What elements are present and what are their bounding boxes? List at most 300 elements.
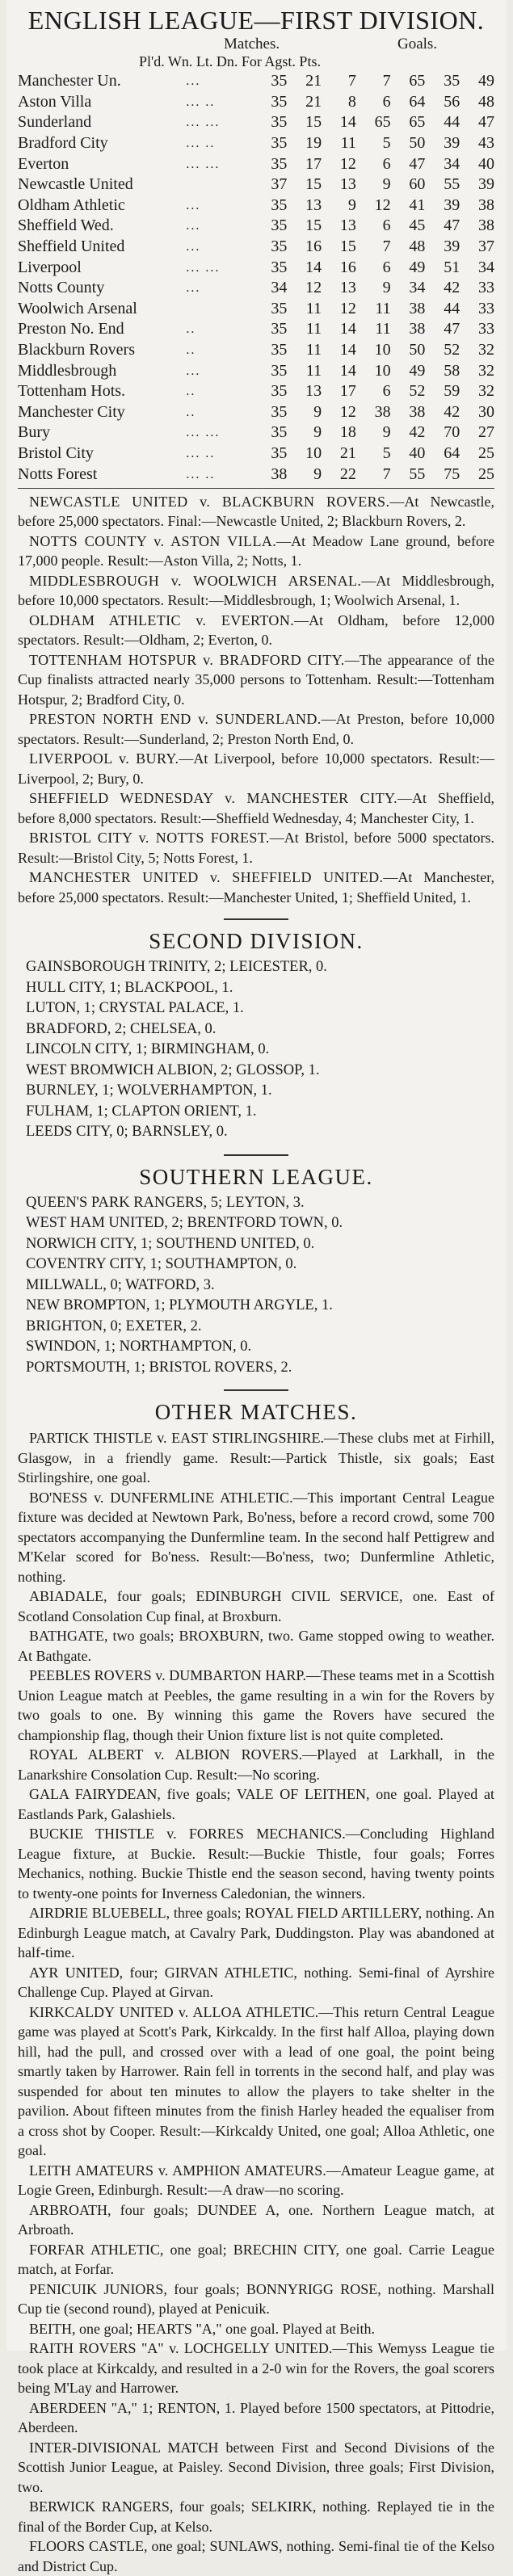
points: 32 xyxy=(478,341,494,359)
leader-dots: .. xyxy=(186,405,196,419)
match-report xyxy=(18,749,494,788)
goals-for: 38 xyxy=(409,320,426,338)
match-report xyxy=(18,2536,494,2576)
match-report-body: —This Wemyss League tie took place at Kirkcaldy, and resulted in a 2-0 win for the Rovers, the goal scorers being M'Lay and Harrower. xyxy=(18,2340,495,2397)
goals-against: 70 xyxy=(444,423,460,442)
match-report-head: MIDDLESBROUGH v. WOOLWICH ARSENAL. xyxy=(29,572,362,589)
won: 12 xyxy=(305,279,322,297)
match-report xyxy=(18,2240,494,2280)
goals-against: 64 xyxy=(444,443,460,462)
club-name: Liverpool xyxy=(18,258,82,276)
goals-for: 64 xyxy=(409,92,426,111)
match-report-body: Carrie League match, at Forfar. xyxy=(18,2241,495,2278)
match-report xyxy=(18,2497,494,2536)
match-report-body: —Played at Larkhall, in the Lanarkshire Consolation Cup. Result:—No scoring. xyxy=(18,1746,494,1783)
won: 13 xyxy=(305,195,322,214)
result-line: WEST BROMWICH ALBION, 2; GLOSSOP, 1. xyxy=(26,1061,320,1078)
played: 35 xyxy=(271,402,288,421)
match-report xyxy=(18,1784,494,1824)
match-report xyxy=(18,2398,494,2438)
won: 21 xyxy=(305,92,322,111)
club-name: Notts Forest xyxy=(18,464,98,483)
match-report xyxy=(18,868,494,907)
lost: 9 xyxy=(347,195,356,214)
match-report-head: NEWCASTLE UNITED v. BLACKBURN ROVERS. xyxy=(29,493,390,510)
goals-for: 60 xyxy=(409,175,426,194)
match-report xyxy=(18,611,494,650)
points: 39 xyxy=(478,175,494,194)
result-line: GAINSBOROUGH TRINITY, 2; LEICESTER, 0. xyxy=(26,959,327,976)
goals-against: 56 xyxy=(444,92,460,111)
club-name: Preston No. End xyxy=(18,320,124,338)
points: 25 xyxy=(478,464,494,483)
points: 40 xyxy=(478,154,494,173)
played: 35 xyxy=(271,154,288,173)
lost: 18 xyxy=(339,423,356,442)
goals-for: 42 xyxy=(409,423,426,442)
match-report-head: PEEBLES ROVERS v. DUMBARTON HARP. xyxy=(29,1667,306,1684)
table-row xyxy=(18,278,494,299)
table-row xyxy=(18,174,494,195)
match-report-head: ROYAL ALBERT v. ALBION ROVERS. xyxy=(29,1746,303,1763)
won: 11 xyxy=(305,341,322,359)
leader-dots: ... .. xyxy=(186,446,216,460)
leader-dots: ... ... xyxy=(186,426,221,440)
result-line: BRIGHTON, 0; EXETER, 2. xyxy=(26,1317,202,1334)
match-report-body: Semi-final tie of the Kelso and District Cup. xyxy=(18,2538,494,2574)
points: 37 xyxy=(478,237,494,256)
goals-for: 45 xyxy=(409,216,426,235)
match-report-body: —This return Central League game was played at Scott's Park, Kirkcaldy. In the first half Alloa, playing down hill, had the pull, and crossed over with a lead of one goal, the point being smartly taken by Harrower. Rain fell in torrents in the second half, and play was suspended for about ten minutes to allow the players to take shelter in the pavilion. About fifteen minutes from the finish Harley headed the equaliser from a cross shot by Cooper. Result:—Kirkcaldy United, one goal; Alloa Athletic, one goal. xyxy=(18,2003,494,2159)
result-line: NORWICH CITY, 1; SOUTHEND UNITED, 0. xyxy=(26,1235,315,1252)
played: 35 xyxy=(271,299,288,317)
points: 30 xyxy=(478,402,494,421)
played: 37 xyxy=(271,175,288,194)
match-report-body: between First and Second Divisions of the Scottish Junior League, at Paisley. Second Division, three goals; First Division, two. xyxy=(18,2439,494,2495)
result-line: PORTSMOUTH, 1; BRISTOL ROVERS, 2. xyxy=(26,1359,292,1376)
lost: 17 xyxy=(339,382,356,401)
southern-league-heading: SOUTHERN LEAGUE. xyxy=(139,1164,373,1189)
result-line: BURNLEY, 1; WOLVERHAMPTON, 1. xyxy=(26,1082,272,1099)
club-name: Newcastle United xyxy=(18,175,133,194)
rule xyxy=(18,488,494,489)
goals-against: 39 xyxy=(444,195,460,214)
match-report-head: ABERDEEN "A," 1; RENTON, 1. xyxy=(29,2399,236,2416)
result-line: BRADFORD, 2; CHELSEA, 0. xyxy=(26,1020,217,1037)
leader-dots: .. xyxy=(186,343,196,358)
newspaper-page xyxy=(6,0,507,2574)
club-name: Bradford City xyxy=(18,134,108,153)
club-name: Tottenham Hots. xyxy=(18,382,126,401)
section-divider xyxy=(224,1389,288,1391)
goals-for: 55 xyxy=(409,464,426,483)
won: 11 xyxy=(305,361,322,380)
table-row xyxy=(18,92,494,113)
played: 35 xyxy=(271,382,288,401)
lost: 12 xyxy=(339,154,356,173)
match-report-body: East of Scotland Consolation Cup final, at Broxburn. xyxy=(18,1588,495,1624)
match-report xyxy=(18,571,494,611)
played: 35 xyxy=(271,92,288,111)
match-report-head: OLDHAM ATHLETIC v. EVERTON. xyxy=(29,611,295,628)
lost: 15 xyxy=(339,237,356,256)
match-report-head: BO'NESS v. DUNFERMLINE ATHLETIC. xyxy=(29,1489,293,1506)
goals-for: 38 xyxy=(409,299,426,317)
leader-dots: ... xyxy=(186,363,201,378)
won: 10 xyxy=(305,443,322,462)
match-report-head: NOTTS COUNTY v. ASTON VILLA. xyxy=(29,532,277,549)
match-report-body: —At Middlesbrough, before 10,000 spectators. Result:—Middlesbrough, 1; Woolwich Arsenal, 1. xyxy=(18,572,494,609)
goals-against: 58 xyxy=(444,361,460,380)
match-report-head: BATHGATE, two goals; BROXBURN, two. xyxy=(29,1628,294,1645)
section-divider xyxy=(224,1154,288,1156)
match-report xyxy=(18,2161,494,2200)
drawn: 6 xyxy=(382,382,391,401)
second-division-heading: SECOND DIVISION. xyxy=(149,929,364,954)
other-matches-reports xyxy=(18,1428,494,2576)
table-masthead xyxy=(18,36,494,52)
goals-for: 49 xyxy=(409,361,426,380)
drawn: 9 xyxy=(382,279,391,297)
drawn: 9 xyxy=(382,175,391,194)
match-report-body: —At Manchester, before 25,000 spectators. Result:—Manchester United, 1; Sheffield United, 1. xyxy=(18,869,494,906)
match-report-head: FLOORS CASTLE, one goal; SUNLAWS, nothing. xyxy=(29,2538,335,2555)
match-report-body: —At Oldham, before 12,000 spectators. Result:—Oldham, 2; Everton, 0. xyxy=(18,611,494,649)
table-row xyxy=(18,422,494,443)
won: 13 xyxy=(305,382,322,401)
won: 17 xyxy=(305,154,322,173)
match-report-head: BERWICK RANGERS, four goals; SELKIRK, nothing. xyxy=(29,2498,371,2515)
other-matches-heading: OTHER MATCHES. xyxy=(154,1400,358,1425)
table-row xyxy=(18,71,494,92)
drawn: 7 xyxy=(382,72,391,90)
goals-against: 42 xyxy=(444,279,460,297)
result-line: MILLWALL, 0; WATFORD, 3. xyxy=(26,1276,215,1293)
drawn: 7 xyxy=(382,464,391,483)
match-report-head: ABIADALE, four goals; EDINBURGH CIVIL SERVICE, one. xyxy=(29,1588,438,1605)
goals-against: 42 xyxy=(444,402,460,421)
goals-against: 47 xyxy=(444,216,460,235)
table-row xyxy=(18,257,494,278)
goals-for: 50 xyxy=(409,134,426,153)
club-name: Blackburn Rovers xyxy=(18,341,135,359)
played: 35 xyxy=(271,320,288,338)
played: 35 xyxy=(271,72,288,90)
table-row xyxy=(18,153,494,174)
second-division-results xyxy=(18,957,494,1143)
matches-label: Matches. xyxy=(224,36,280,53)
goals-for: 50 xyxy=(409,341,426,359)
match-report-body: Semi-final of Ayrshire Challenge Cup. Played at Girvan. xyxy=(18,1964,494,2001)
club-name: Middlesbrough xyxy=(18,361,117,380)
played: 35 xyxy=(271,134,288,153)
leader-dots: ... xyxy=(186,74,201,89)
table-row xyxy=(18,319,494,340)
club-name: Manchester City xyxy=(18,402,125,421)
match-report-body: Marshall Cup tie (second round), played at Penicuik. xyxy=(18,2280,494,2318)
lost: 22 xyxy=(339,464,356,483)
first-division-heading: ENGLISH LEAGUE—FIRST DIVISION. xyxy=(27,6,485,35)
club-name: Sheffield United xyxy=(18,237,125,256)
won: 11 xyxy=(305,320,322,338)
match-report xyxy=(18,709,494,749)
goals-for: 52 xyxy=(409,382,426,401)
played: 35 xyxy=(271,423,288,442)
played: 35 xyxy=(271,361,288,380)
match-report-body: An Edinburgh League match, at Cavalry Park, Duddingston. Play was abandoned at half-time. xyxy=(18,1905,494,1961)
drawn: 11 xyxy=(375,299,391,317)
leader-dots: ... xyxy=(186,281,201,296)
table-row xyxy=(18,402,494,423)
lost: 14 xyxy=(339,361,356,380)
match-report-body: —At Bristol, before 5000 spectators. Result:—Bristol City, 5; Notts Forest, 1. xyxy=(18,830,494,866)
result-line: LINCOLN CITY, 1; BIRMINGHAM, 0. xyxy=(26,1041,270,1058)
drawn: 65 xyxy=(374,113,391,132)
lost: 11 xyxy=(340,134,356,153)
section-divider xyxy=(224,918,288,920)
lost: 21 xyxy=(339,443,356,462)
first-division-reports xyxy=(18,492,494,908)
goals-for: 49 xyxy=(409,258,426,276)
match-report xyxy=(18,492,494,532)
club-name: Aston Villa xyxy=(18,92,92,111)
played: 35 xyxy=(271,195,288,214)
match-report xyxy=(18,1428,494,1488)
won: 9 xyxy=(313,402,322,421)
match-report xyxy=(18,2319,494,2339)
goals-against: 39 xyxy=(444,237,460,256)
club-name: Sheffield Wed. xyxy=(18,216,114,235)
played: 35 xyxy=(271,237,288,256)
won: 14 xyxy=(305,258,322,276)
goals-for: 47 xyxy=(409,154,426,173)
match-report xyxy=(18,2339,494,2398)
goals-for: 40 xyxy=(409,443,426,462)
match-report-body: —At Liverpool, before 10,000 spectators. Result:—Liverpool, 2; Bury, 0. xyxy=(18,750,494,787)
won: 15 xyxy=(305,216,322,235)
match-report-body: Played at Beith. xyxy=(279,2320,376,2337)
drawn: 6 xyxy=(382,154,391,173)
played: 35 xyxy=(271,113,288,132)
table-row xyxy=(18,237,494,258)
leader-dots: ... ... xyxy=(186,157,221,171)
goals-for: 41 xyxy=(409,195,426,214)
result-line: SWINDON, 1; NORTHAMPTON, 0. xyxy=(26,1338,252,1355)
goals-against: 75 xyxy=(444,464,460,483)
club-name: Sunderland xyxy=(18,113,92,132)
southern-league-results xyxy=(18,1193,494,1379)
match-report-body: Played at Eastlands Park, Galashiels. xyxy=(18,1786,494,1822)
match-report xyxy=(18,1745,494,1784)
goals-against: 47 xyxy=(444,320,460,338)
match-report-head: INTER-DIVISIONAL MATCH xyxy=(29,2439,219,2456)
played: 34 xyxy=(271,279,288,297)
points: 32 xyxy=(478,382,494,401)
leader-dots: ... .. xyxy=(186,137,216,151)
goals-for: 48 xyxy=(409,237,426,256)
match-report xyxy=(18,1824,494,1903)
result-line: QUEEN'S PARK RANGERS, 5; LEYTON, 3. xyxy=(26,1194,305,1211)
lost: 12 xyxy=(339,299,356,317)
match-report xyxy=(18,2200,494,2240)
match-report-head: BRISTOL CITY v. NOTTS FOREST. xyxy=(29,830,270,847)
goals-for: 38 xyxy=(409,402,426,421)
points: 43 xyxy=(478,134,494,153)
won: 21 xyxy=(305,72,322,90)
goals-against: 39 xyxy=(444,134,460,153)
points: 34 xyxy=(478,258,494,276)
goals-against: 55 xyxy=(444,175,460,194)
match-report xyxy=(18,2280,494,2319)
points: 38 xyxy=(478,216,494,235)
drawn: 6 xyxy=(382,216,391,235)
result-line: WEST HAM UNITED, 2; BRENTFORD TOWN, 0. xyxy=(26,1215,343,1232)
match-report-head: GALA FAIRYDEAN, five goals; VALE OF LEITHEN, one goal. xyxy=(29,1786,432,1803)
match-report-body: Northern League match, at Arbroath. xyxy=(18,2201,494,2238)
goals-against: 52 xyxy=(444,341,460,359)
match-report xyxy=(18,1666,494,1745)
match-report-body: —At Sheffield, before 8,000 spectators. Result:—Sheffield Wednesday, 4; Manchester City, 1. xyxy=(18,790,494,826)
leader-dots: ... ... xyxy=(186,116,221,130)
match-report-head: ARBROATH, four goals; DUNDEE A, one. xyxy=(29,2201,313,2218)
match-report-head: AIRDRIE BLUEBELL, three goals; ROYAL FIELD ARTILLERY, nothing. xyxy=(29,1905,474,1922)
table-row xyxy=(18,443,494,464)
drawn: 7 xyxy=(382,237,391,256)
match-report-head: PARTICK THISTLE v. EAST STIRLINGSHIRE. xyxy=(29,1430,324,1447)
table-row xyxy=(18,216,494,237)
won: 19 xyxy=(305,134,322,153)
goals-for: 65 xyxy=(409,72,426,90)
match-report-body: —Amateur League game, at Logie Green, Edinburgh. Result:—A draw—no scoring. xyxy=(18,2162,494,2199)
result-line: NEW BROMPTON, 1; PLYMOUTH ARGYLE, 1. xyxy=(26,1297,333,1314)
lost: 8 xyxy=(347,92,356,111)
match-report-body: —The appearance of the Cup finalists attracted nearly 35,000 persons to Tottenham. Result:—Tottenham Hotspur, 2; Bradford City, 0. xyxy=(18,651,494,708)
table-row xyxy=(18,381,494,402)
match-report-head: BUCKIE THISTLE v. FORRES MECHANICS. xyxy=(29,1826,346,1843)
leader-dots: .. xyxy=(186,322,196,337)
column-caption: Pl'd. Wn. Lt. Dn. For Agst. Pts. xyxy=(139,53,321,69)
club-name: Manchester Un. xyxy=(18,72,121,90)
match-report-body: —At Preston, before 10,000 spectators. Result:—Sunderland, 2; Preston North End, 0. xyxy=(18,711,495,747)
match-report-head: FORFAR ATHLETIC, one goal; BRECHIN CITY, one goal. xyxy=(29,2241,402,2258)
match-report-body: Game stopped owing to weather. At Bathgate. xyxy=(18,1628,494,1664)
points: 38 xyxy=(478,195,494,214)
lost: 13 xyxy=(339,175,356,194)
played: 35 xyxy=(271,216,288,235)
lost: 14 xyxy=(339,113,356,132)
match-report xyxy=(18,2002,494,2161)
table-row xyxy=(18,112,494,133)
drawn: 9 xyxy=(382,423,391,442)
lost: 14 xyxy=(339,320,356,338)
leader-dots: ... xyxy=(186,240,201,254)
drawn: 38 xyxy=(374,402,391,421)
match-report xyxy=(18,2438,494,2498)
goals-against: 35 xyxy=(444,72,460,90)
won: 9 xyxy=(313,423,322,442)
played: 38 xyxy=(271,464,288,483)
club-name: Notts County xyxy=(18,279,105,297)
points: 49 xyxy=(478,72,494,90)
match-report-head: PRESTON NORTH END v. SUNDERLAND. xyxy=(29,711,322,728)
goals-against: 51 xyxy=(444,258,460,276)
match-report xyxy=(18,1903,494,1963)
match-report-head: RAITH ROVERS "A" v. LOCHGELLY UNITED. xyxy=(29,2340,333,2357)
won: 16 xyxy=(305,237,322,256)
points: 27 xyxy=(478,423,494,442)
leader-dots xyxy=(186,299,252,320)
match-report-body: —At Meadow Lane ground, before 17,000 people. Result:—Aston Villa, 2; Notts, 1. xyxy=(18,532,494,569)
goals-against: 59 xyxy=(444,382,460,401)
match-report-head: MANCHESTER UNITED v. SHEFFIELD UNITED. xyxy=(29,869,384,886)
match-report-body: —At Newcastle, before 25,000 spectators. Final:—Newcastle United, 2; Blackburn Rovers, 2. xyxy=(18,493,494,530)
points: 33 xyxy=(478,299,494,317)
goals-against: 34 xyxy=(444,154,460,173)
leader-dots: ... xyxy=(186,219,201,233)
drawn: 10 xyxy=(374,341,391,359)
lost: 14 xyxy=(339,341,356,359)
goals-label: Goals. xyxy=(397,36,438,53)
won: 15 xyxy=(305,113,322,132)
points: 32 xyxy=(478,361,494,380)
drawn: 5 xyxy=(382,134,391,153)
lost: 7 xyxy=(347,72,356,90)
won: 15 xyxy=(305,175,322,194)
goals-for: 65 xyxy=(409,113,426,132)
club-name: Bury xyxy=(18,423,50,442)
drawn: 12 xyxy=(374,195,391,214)
match-report-body: —These teams met in a Scottish Union League match at Peebles, the game resulting in a win for the Rovers by two goals to one. By winning this game the Rovers have secured the championship flag, though their Union fixture list is not quite completed. xyxy=(18,1667,494,1743)
match-report-body: Played before 1500 spectators, at Pittodrie, Aberdeen. xyxy=(18,2399,495,2436)
drawn: 6 xyxy=(382,258,391,276)
result-line: LEEDS CITY, 0; BARNSLEY, 0. xyxy=(26,1124,228,1141)
played: 35 xyxy=(271,258,288,276)
lost: 13 xyxy=(339,216,356,235)
match-report xyxy=(18,788,494,828)
match-report-body: —These clubs met at Firhill, Glasgow, in a friendly game. Result:—Partick Thistle, six goals; East Stirlingshire, one goal. xyxy=(18,1430,494,1486)
match-report-head: LIVERPOOL v. BURY. xyxy=(29,750,179,767)
result-line: FULHAM, 1; CLAPTON ORIENT, 1. xyxy=(26,1103,257,1120)
match-report-head: PENICUIK JUNIORS, four goals; BONNYRIGG ROSE, nothing. xyxy=(29,2280,436,2297)
lost: 13 xyxy=(339,279,356,297)
match-report-body: —Concluding Highland League fixture, at Buckie. Result:—Buckie Thistle, four goals; Forres Mechanics, nothing. Buckie Thistle end the season second, having twenty points to twenty-one points for Inverness Caledonian, the winners. xyxy=(18,1826,494,1902)
drawn: 10 xyxy=(374,361,391,380)
match-report-head: LEITH AMATEURS v. AMPHION AMATEURS. xyxy=(29,2162,326,2179)
points: 33 xyxy=(478,279,494,297)
club-name: Woolwich Arsenal xyxy=(18,299,137,317)
leader-dots xyxy=(186,174,252,195)
match-report xyxy=(18,532,494,571)
leader-dots: ... ... xyxy=(186,260,221,275)
points: 25 xyxy=(478,443,494,462)
table-row xyxy=(18,195,494,216)
football-results-column xyxy=(18,5,494,2576)
lost: 16 xyxy=(339,258,356,276)
result-line: LUTON, 1; CRYSTAL PALACE, 1. xyxy=(26,1000,244,1017)
leader-dots: .. xyxy=(186,385,196,399)
lost: 12 xyxy=(339,402,356,421)
match-report xyxy=(18,828,494,868)
leader-dots: ... .. xyxy=(186,467,216,481)
match-report-head: SHEFFIELD WEDNESDAY v. MANCHESTER CITY. xyxy=(29,790,397,807)
won: 11 xyxy=(305,299,322,317)
league-table-body xyxy=(18,71,494,485)
drawn: 6 xyxy=(382,92,391,111)
played: 35 xyxy=(271,443,288,462)
won: 9 xyxy=(313,464,322,483)
table-row xyxy=(18,464,494,485)
match-report-body: —This important Central League fixture was decided at Newtown Park, Bo'ness, before a record crowd, some 700 spectators accompanying the Dunfermline team. In the second half Pettigrew and M'Kelar scored for Bo'ness. Result:—Bo'ness, two; Dunfermline Athletic, nothing. xyxy=(18,1489,494,1585)
